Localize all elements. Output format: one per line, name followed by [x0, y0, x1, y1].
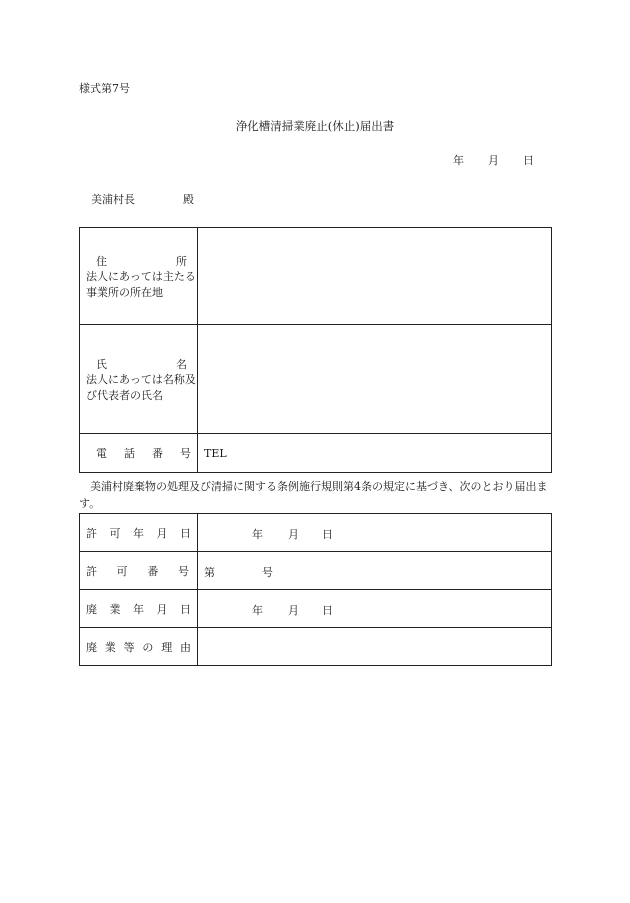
permit-date-label-cell — [80, 514, 198, 552]
address-label-cell — [80, 228, 198, 325]
date-month-label: 月 — [488, 154, 499, 167]
permit-date-row — [80, 514, 552, 552]
permit-number-suffix: 号 — [262, 565, 273, 579]
form-number: 様式第7号 — [79, 82, 130, 95]
closure-date-year: 年 — [252, 603, 263, 617]
closure-date-label-cell — [80, 590, 198, 628]
applicant-table — [79, 227, 552, 473]
date-day-label: 日 — [523, 154, 534, 167]
address-label: 住 所 — [96, 255, 187, 268]
permit-date-input[interactable] — [198, 514, 552, 552]
permit-date-month: 月 — [288, 527, 299, 541]
closure-reason-label: 廃 業 等 の 理 由 — [86, 640, 191, 654]
permit-date-label: 許 可 年 月 日 — [86, 526, 191, 540]
permit-number-label-cell — [80, 552, 198, 590]
closure-date-day: 日 — [322, 603, 333, 617]
permit-number-prefix: 第 — [204, 565, 215, 579]
closure-date-label: 廃 業 年 月 日 — [86, 602, 191, 616]
name-input[interactable] — [198, 325, 552, 434]
document-title: 浄化槽清掃業廃止(休止)届出書 — [235, 119, 395, 133]
addressee-name: 美浦村長 — [91, 193, 135, 206]
address-input[interactable] — [198, 228, 552, 325]
date-year-label: 年 — [453, 154, 464, 167]
permit-table — [79, 513, 552, 666]
phone-label: 電 話 番 号 — [96, 447, 191, 460]
name-label: 氏 名 — [96, 358, 187, 371]
phone-row — [80, 434, 552, 473]
name-note: 法人にあっては名称及び代表者の氏名 — [86, 373, 196, 402]
permit-number-input[interactable] — [198, 552, 552, 590]
closure-reason-row — [80, 628, 552, 666]
addressee-honorific: 殿 — [183, 193, 194, 206]
permit-number-row — [80, 552, 552, 590]
closure-reason-label-cell — [80, 628, 198, 666]
address-note: 法人にあっては主たる事業所の所在地 — [86, 270, 196, 299]
permit-date-day: 日 — [322, 527, 333, 541]
permit-date-year: 年 — [252, 527, 263, 541]
phone-input[interactable]: TEL — [198, 434, 552, 473]
address-row — [80, 228, 552, 325]
closure-date-row — [80, 590, 552, 628]
closure-date-month: 月 — [288, 603, 299, 617]
closure-reason-input[interactable] — [198, 628, 552, 666]
phone-label-cell — [80, 434, 198, 473]
body-text: 美浦村廃棄物の処理及び清掃に関する条例施行規則第4条の規定に基づき、次のとおり届出ます。 — [79, 480, 548, 510]
closure-date-input[interactable] — [198, 590, 552, 628]
permit-number-label: 許 可 番 号 — [86, 564, 189, 578]
name-row — [80, 325, 552, 434]
name-label-cell — [80, 325, 198, 434]
